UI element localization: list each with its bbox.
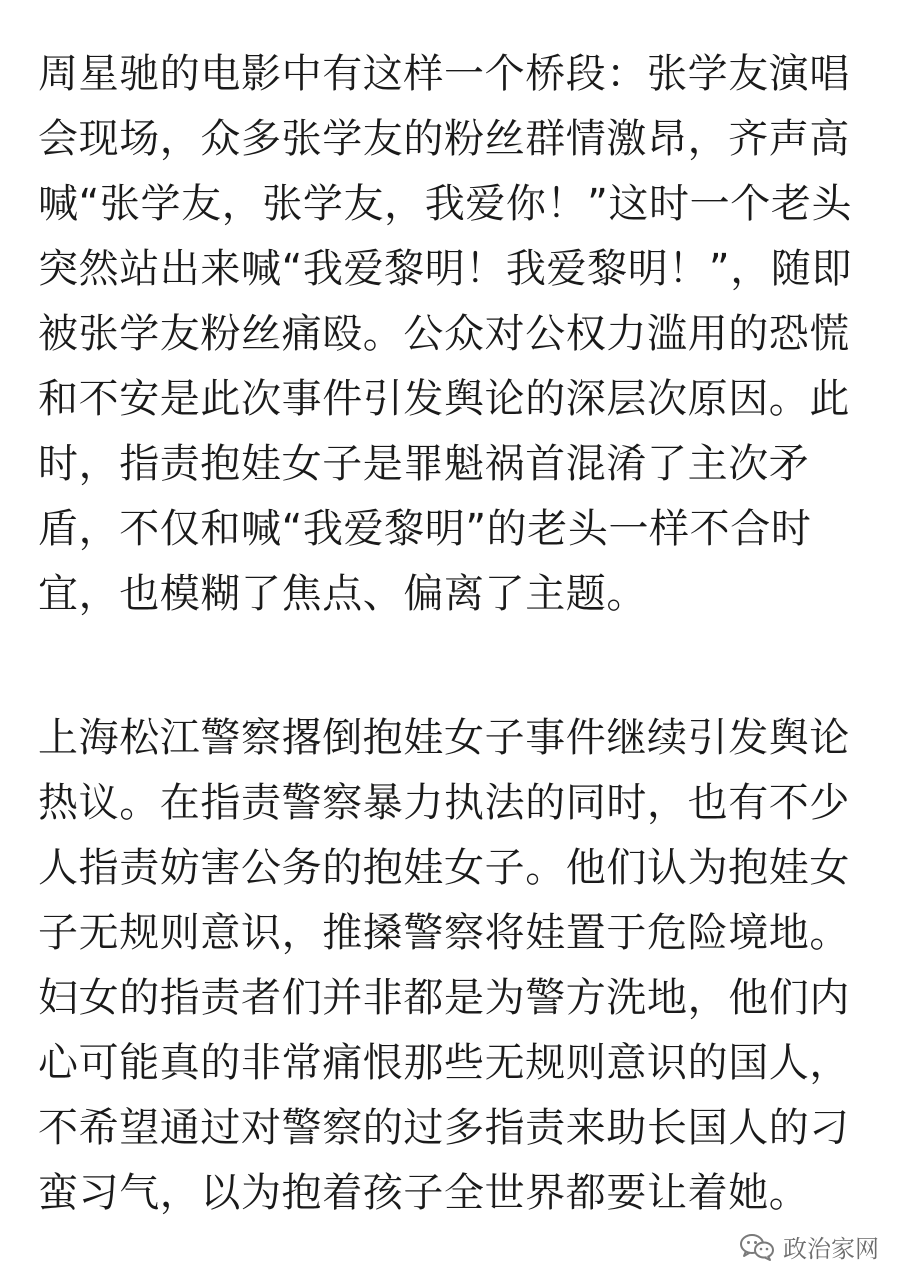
text-line: 热议。在指责警察暴力执法的同时，也有不少 — [38, 780, 850, 826]
text-line: 心可能真的非常痛恨那些无规则意识的国人， — [38, 1040, 850, 1086]
text-line: 喊“张学友，张学友，我爱你！”这时一个老头 — [38, 181, 853, 227]
text-line: 妇女的指责者们并非都是为警方洗地，他们内 — [38, 975, 850, 1021]
paragraph-1 — [38, 42, 874, 627]
watermark-text: 政治家网 — [783, 1235, 879, 1263]
text-line: 盾，不仅和喊“我爱黎明”的老头一样不合时 — [38, 506, 812, 552]
text-line: 周星驰的电影中有这样一个桥段：张学友演唱 — [38, 51, 850, 97]
text-line: 会现场，众多张学友的粉丝群情激昂，齐声高 — [38, 116, 850, 162]
text-line: 和不安是此次事件引发舆论的深层次原因。此 — [38, 376, 850, 422]
text-line: 被张学友粉丝痛殴。公众对公权力滥用的恐慌 — [38, 311, 850, 357]
text-line: 不希望通过对警察的过多指责来助长国人的刁 — [38, 1105, 850, 1151]
text-line: 上海松江警察撂倒抱娃女子事件继续引发舆论 — [38, 715, 850, 761]
text-line: 时，指责抱娃女子是罪魁祸首混淆了主次矛 — [38, 441, 810, 487]
text-line: 宜，也模糊了焦点、偏离了主题。 — [38, 571, 647, 617]
watermark — [739, 1229, 879, 1264]
text-line: 蛮习气，以为抱着孩子全世界都要让着她。 — [38, 1170, 810, 1216]
wechat-icon — [739, 1232, 775, 1262]
text-line: 子无规则意识，推搡警察将娃置于危险境地。 — [38, 910, 850, 956]
text-line: 人指责妨害公务的抱娃女子。他们认为抱娃女 — [38, 845, 850, 891]
text-line: 突然站出来喊“我爱黎明！我爱黎明！”，随即 — [38, 246, 853, 292]
paragraph-2 — [38, 706, 874, 1226]
